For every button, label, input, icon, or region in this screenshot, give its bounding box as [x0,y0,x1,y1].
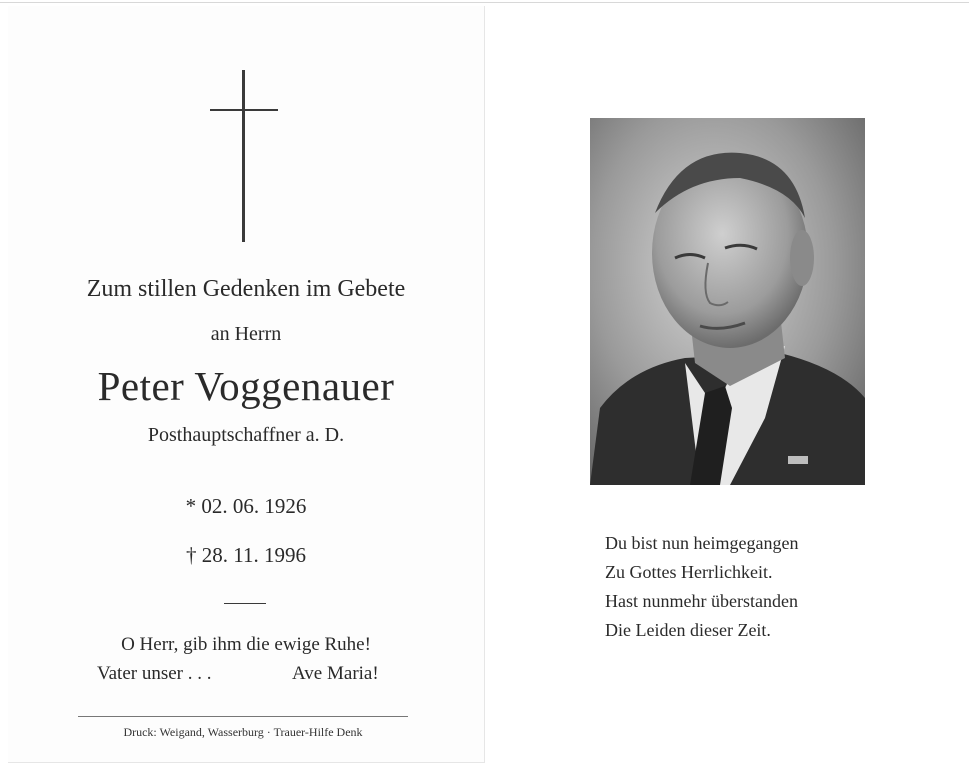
divider [224,603,266,604]
poem-line: Die Leiden dieser Zeit. [605,620,771,640]
prayer-vater-unser: Vater unser . . . [97,663,212,684]
page-edge [0,2,969,3]
poem-line: Zu Gottes Herrlichkeit. [605,562,773,582]
poem-line: Du bist nun heimgegangen [605,533,799,553]
deceased-name: Peter Voggenauer [97,363,395,409]
death-date: † 28. 11. 1996 [186,543,306,567]
portrait-photo [590,118,865,485]
prayer-ave-maria: Ave Maria! [292,663,379,684]
deceased-title: Posthauptschaffner a. D. [147,424,345,446]
intro-text: Zum stillen Gedenken im Gebete [86,276,406,302]
birth-date: * 02. 06. 1926 [185,494,307,518]
poem-line: Hast nunmehr überstanden [605,591,798,611]
printer-credit: Druck: Weigand, Wasserburg · Trauer-Hilfe Denk [123,725,363,739]
prayer-line: O Herr, gib ihm die ewige Ruhe! [121,634,371,655]
salutation: an Herrn [210,323,282,345]
cross-icon [210,70,278,242]
footer-divider [78,716,408,717]
